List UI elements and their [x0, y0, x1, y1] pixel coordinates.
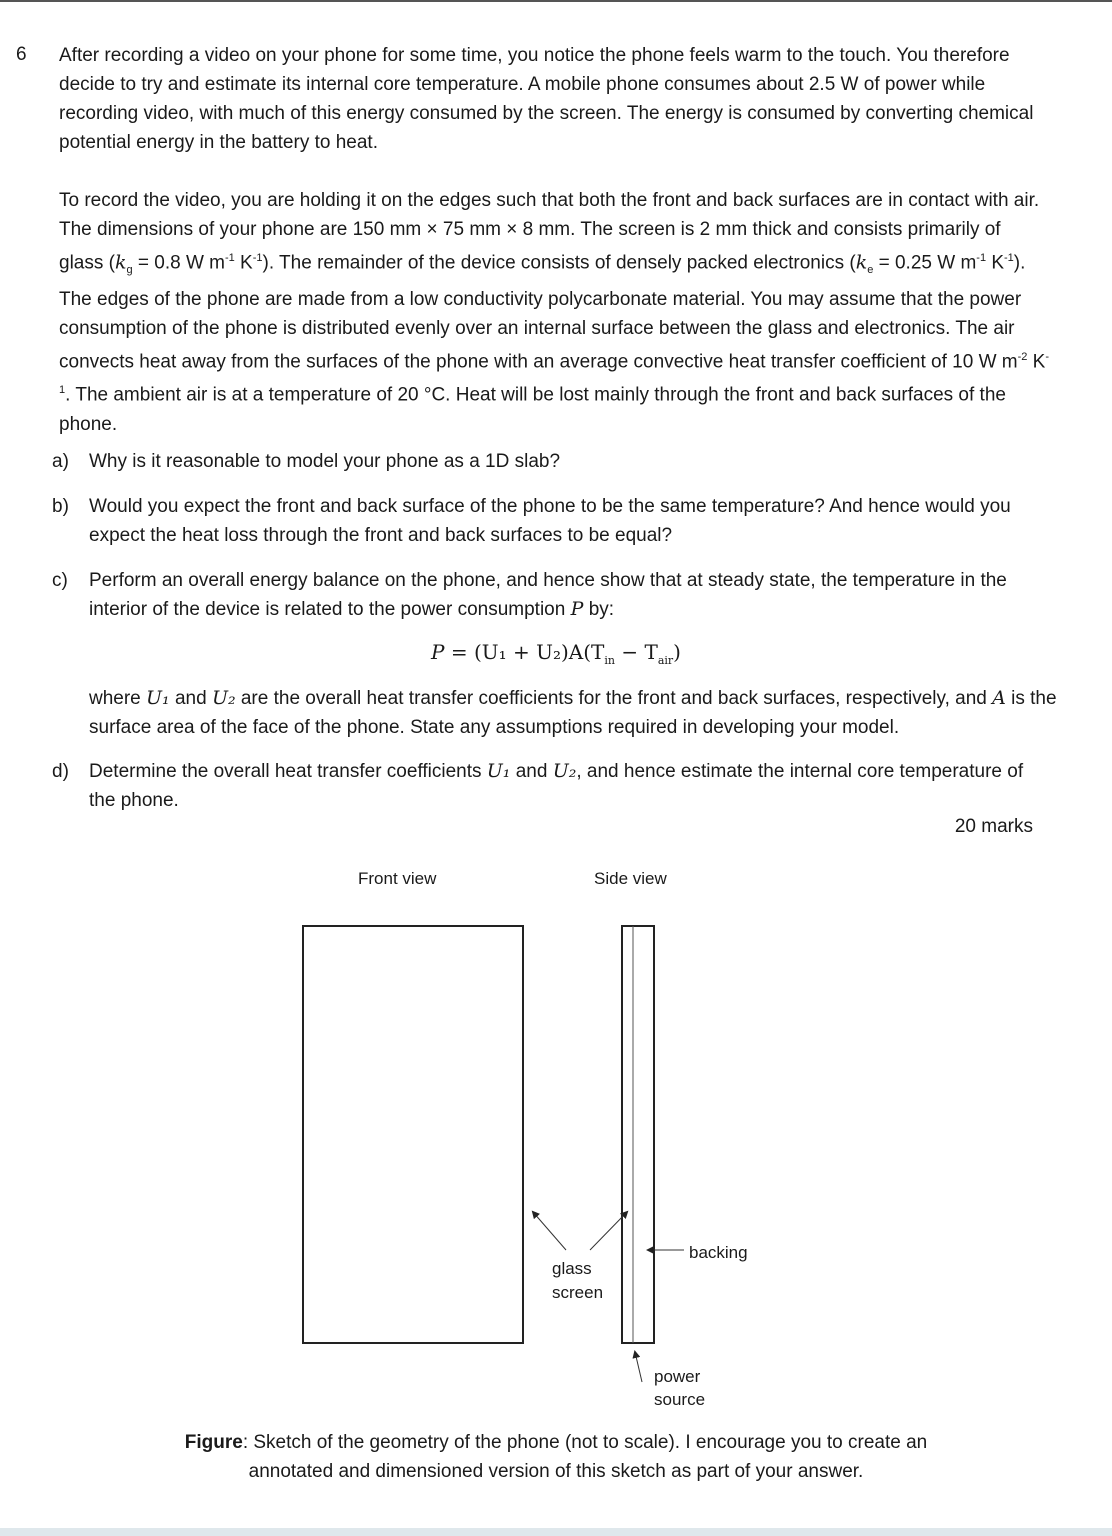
- marks: 20 marks: [954, 816, 1033, 837]
- source-label: source: [654, 1390, 706, 1409]
- power-source-arrow: [635, 1352, 642, 1382]
- part-c-text: Perform an overall energy balance on the phone, and hence show that at steady state, the temperature in the interior of the device is related to the power consumption P by:: [89, 570, 1007, 620]
- front-view-label: Front view: [358, 869, 437, 888]
- energy-balance-equation: $P = (U_1 + U_2)A(T_{in} - T_{air})$: [431, 640, 681, 667]
- front-view-rect: [303, 926, 523, 1343]
- part-b-label: b): [52, 496, 69, 517]
- part-a-label: a): [52, 451, 69, 472]
- part-d-text: Determine the overall heat transfer coefficients U₁ and U₂, and hence estimate the internal core temperature of the phone.: [89, 760, 1024, 811]
- power-label: power: [654, 1367, 701, 1386]
- part-a-text: Why is it reasonable to model your phone as a 1D slab?: [89, 451, 561, 472]
- glass-label: glass: [552, 1259, 592, 1278]
- figure-caption: Figure: Sketch of the geometry of the phone (not to scale). I encourage you to create an annotated and dimensioned version of this sketch as part of your answer.: [184, 1432, 928, 1482]
- side-view-label: Side view: [594, 869, 667, 888]
- setup-paragraph: To record the video, you are holding it on the edges such that both the front and back surfaces are in contact with air. The dimensions of your phone are 150 mm × 75 mm × 8 mm. The screen is 2 mm thick and consists primarily of glass ($k_g = 0.8$ W $m^{-1}$ $K^{-1}$). The remainder of the device consists of densely packed electronics ($k_e = 0.25$ W $m^{-1}$ $K^{-1}$). The edges of the phone are made from a low conductivity polycarbonate material. You may assume that the power consumption of the phone is distributed evenly over an internal surface between the glass and electronics. The air convects heat away from the surfaces of the phone with an average convective heat transfer coefficient of 10 W $m^{-2}$ $K^{-1}$. The ambient air is at a temperature of 20 °C. Heat will be lost mainly through the front and back surfaces of the phone.: [59, 190, 1050, 435]
- bottom-bar: [0, 1528, 1112, 1536]
- side-view-rect: [622, 926, 654, 1343]
- glass-arrow-front: [533, 1212, 566, 1250]
- backing-label: backing: [689, 1243, 748, 1262]
- part-d-label: d): [52, 761, 69, 782]
- screen-label: screen: [552, 1283, 604, 1302]
- part-b-text: Would you expect the front and back surface of the phone to be the same temperature? And hence would you expect the heat loss through the front and back surfaces to be equal?: [89, 496, 1011, 546]
- intro-paragraph: After recording a video on your phone for some time, you notice the phone feels warm to the touch. You therefore decide to try and estimate its internal core temperature. A mobile phone consumes about 2.5 W of power while recording video, with much of this energy consumed by the screen. The energy is consumed by converting chemical potential energy in the battery to heat.: [59, 45, 1034, 153]
- part-c-label: c): [52, 570, 68, 591]
- where-text: where U₁ and U₂ are the overall heat transfer coefficients for the front and back surfaces, respectively, and A is the surface area of the face of the phone. State any assumptions required in developing your model.: [89, 687, 1057, 738]
- question-number: 6: [16, 44, 27, 65]
